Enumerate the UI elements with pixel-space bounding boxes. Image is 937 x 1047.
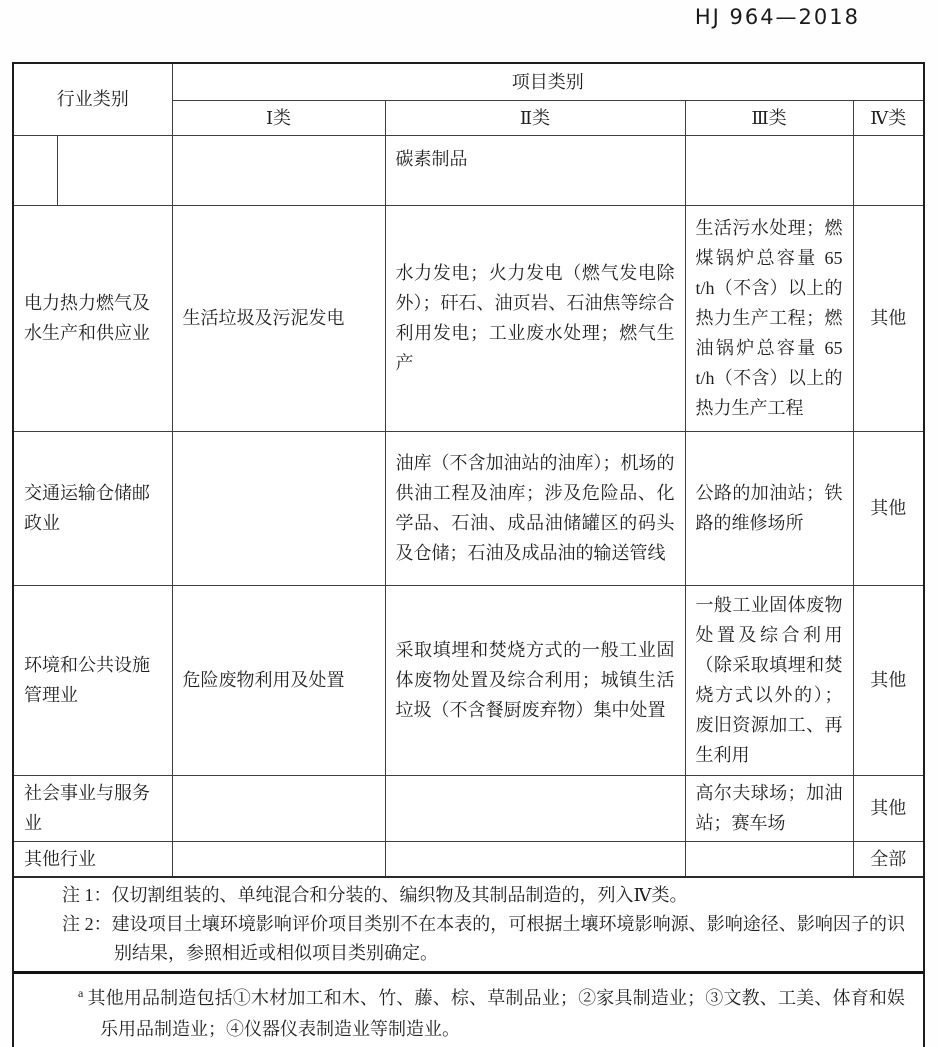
footnote-text: 其他用品制造包括①木材加工和木、竹、藤、棕、草制品业；②家具制造业；③文教、工美、体育和娱乐用品制造业；④仪器仪表制造业等制造业。 [87, 987, 905, 1039]
table-row [14, 205, 923, 431]
sub-column-divider [57, 136, 58, 205]
cell-class4: 其他 [853, 431, 923, 585]
table-notes [14, 876, 923, 971]
cell-class3: 一般工业固体废物处置及综合利用（除采取填埋和焚烧方式以外的）；废旧资源加工、再生利用 [685, 585, 853, 775]
table-footnote [14, 971, 923, 1047]
header-class2: Ⅱ类 [385, 100, 685, 135]
header-project-category: 项目类别 [172, 64, 923, 100]
cell-class1 [172, 135, 385, 205]
table-row [14, 585, 923, 775]
cell-class1: 危险废物利用及处置 [172, 585, 385, 775]
header-row-1 [14, 64, 923, 100]
cell-class2: 油库（不含加油站的油库）；机场的供油工程及油库；涉及危险品、化学品、石油、成品油储罐区的码头及仓储；石油及成品油的输送管线 [385, 431, 685, 585]
note-2 [14, 910, 905, 968]
cell-class1 [172, 841, 385, 876]
table-row [14, 135, 923, 205]
cell-class1 [172, 775, 385, 841]
cell-class2: 水力发电；火力发电（燃气发电除外）；矸石、油页岩、石油焦等综合利用发电；工业废水处理；燃气生产 [385, 205, 685, 431]
cell-industry: 社会事业与服务业 [14, 775, 172, 841]
cell-industry: 其他行业 [14, 841, 172, 876]
cell-class4: 其他 [853, 775, 923, 841]
cell-class2: 碳素制品 [385, 135, 685, 205]
cell-industry: 环境和公共设施管理业 [14, 585, 172, 775]
header-class3: Ⅲ类 [685, 100, 853, 135]
doc-number: HJ 964—2018 [694, 5, 860, 29]
cell-class1 [172, 431, 385, 585]
classification-table [14, 64, 923, 876]
footnote-marker: a [78, 985, 84, 1000]
cell-industry: 电力热力燃气及水生产和供应业 [14, 205, 172, 431]
cell-class4: 其他 [853, 205, 923, 431]
classification-table-wrap [12, 62, 925, 1047]
note-1-text: 仅切割组装的、单纯混合和分装的、编织物及其制品制造的，列入Ⅳ类。 [111, 884, 688, 905]
cell-class2 [385, 841, 685, 876]
cell-class1: 生活垃圾及污泥发电 [172, 205, 385, 431]
note-1 [14, 881, 905, 910]
table-row [14, 775, 923, 841]
header-class4: Ⅳ类 [853, 100, 923, 135]
cell-class3 [685, 135, 853, 205]
cell-industry: 交通运输仓储邮政业 [14, 431, 172, 585]
cell-class4: 全部 [870, 848, 907, 869]
cell-class3: 高尔夫球场；加油站；赛车场 [685, 775, 853, 841]
cell-class4 [853, 135, 923, 205]
note-2-label: 注 2： [62, 913, 112, 934]
header-industry: 行业类别 [14, 64, 172, 135]
header-class1: Ⅰ类 [172, 100, 385, 135]
note-1-label: 注 1： [62, 884, 112, 905]
cell-class3 [685, 841, 853, 876]
cell-class3: 公路的加油站；铁路的维修场所 [685, 431, 853, 585]
cell-class4: 其他 [853, 585, 923, 775]
cell-industry [14, 135, 172, 205]
table-row [14, 841, 923, 876]
cell-class2: 采取填埋和焚烧方式的一般工业固体废物处置及综合利用；城镇生活垃圾（不含餐厨废弃物）集中处置 [385, 585, 685, 775]
cell-class3: 生活污水处理；燃煤锅炉总容量 65 t/h（不含）以上的热力生产工程；燃油锅炉总容量 65 t/h（不含）以上的热力生产工程 [685, 205, 853, 431]
note-2-text: 建设项目土壤环境影响评价项目类别不在本表的，可根据土壤环境影响源、影响途径、影响因子的识别结果，参照相近或相似项目类别确定。 [111, 913, 906, 963]
cell-class2 [385, 775, 685, 841]
table-row [14, 431, 923, 585]
footnote-text-line [14, 978, 905, 1045]
